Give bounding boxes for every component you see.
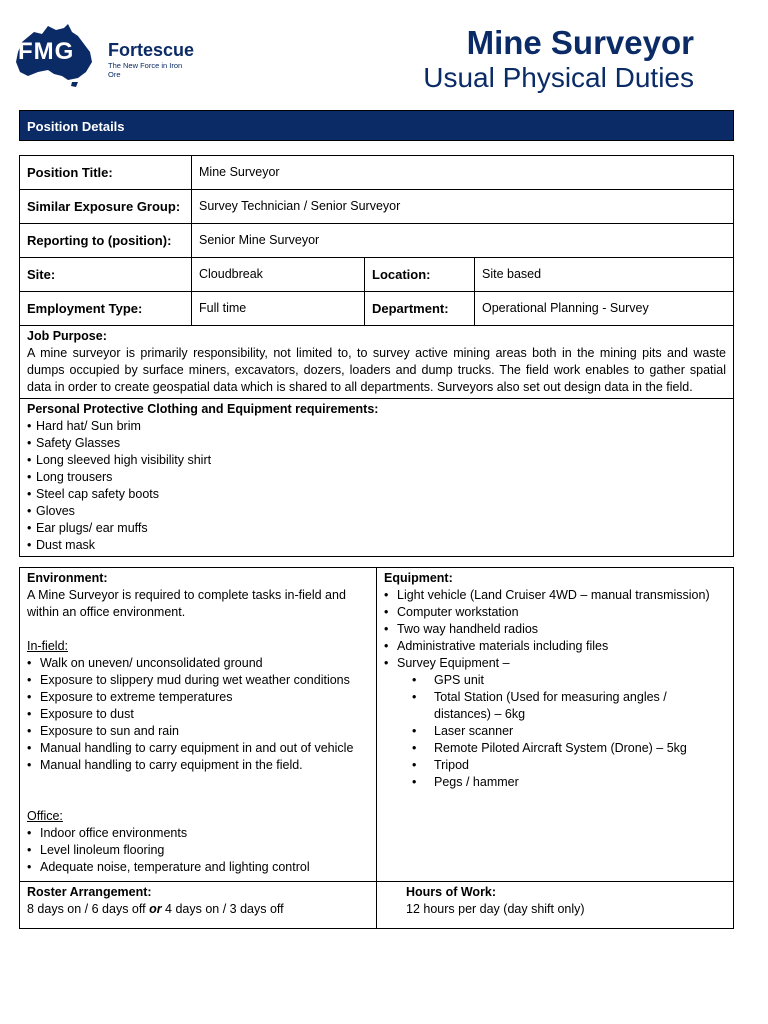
environment-equipment-table — [19, 567, 734, 929]
position-title-label: Position Title: — [20, 156, 192, 190]
list-item: • Indoor office environments — [27, 825, 369, 842]
ppe-heading: Personal Protective Clothing and Equipment requirements: — [27, 402, 379, 416]
environment-intro: A Mine Surveyor is required to complete tasks in-field and within an office environment. — [27, 588, 346, 619]
list-item: • Remote Piloted Aircraft System (Drone) – 5kg — [412, 740, 726, 757]
list-item: • Adequate noise, temperature and lighting control — [27, 859, 369, 876]
exposure-group-label: Similar Exposure Group: — [20, 190, 192, 224]
list-item: • Steel cap safety boots — [27, 486, 726, 503]
company-logo — [12, 22, 195, 92]
department-label: Department: — [365, 292, 475, 326]
survey-equipment-list — [384, 672, 726, 791]
equipment-list — [384, 587, 726, 672]
location-value: Site based — [475, 258, 734, 292]
list-item: • Gloves — [27, 503, 726, 520]
list-item: • Dust mask — [27, 537, 726, 554]
table-row — [20, 292, 734, 326]
infield-heading: In-field: — [27, 639, 68, 653]
list-item: • Laser scanner — [412, 723, 726, 740]
logo-mark: FMG — [18, 38, 75, 65]
roster-or: or — [149, 902, 162, 916]
roster-part2: 4 days on / 3 days off — [161, 902, 284, 916]
reporting-value: Senior Mine Surveyor — [192, 224, 734, 258]
roster-part1: 8 days on / 6 days off — [27, 902, 150, 916]
table-row — [20, 224, 734, 258]
table-row — [20, 568, 734, 882]
logo-name: Fortescue — [108, 40, 195, 60]
list-item: • Level linoleum flooring — [27, 842, 369, 859]
list-item: • Manual handling to carry equipment in and out of vehicle — [27, 740, 369, 757]
list-item: • Pegs / hammer — [412, 774, 726, 791]
roster-text — [27, 901, 369, 918]
list-item: • Walk on uneven/ unconsolidated ground — [27, 655, 369, 672]
list-item: • Administrative materials including files — [384, 638, 726, 655]
position-title-value: Mine Surveyor — [192, 156, 734, 190]
section-bar: Position Details — [19, 110, 734, 141]
list-item: • Safety Glasses — [27, 435, 726, 452]
employment-value: Full time — [192, 292, 365, 326]
list-item: • GPS unit — [412, 672, 726, 689]
ppe-list — [27, 418, 726, 554]
list-item: • Long trousers — [27, 469, 726, 486]
table-row — [20, 258, 734, 292]
list-item: • Survey Equipment – — [384, 655, 726, 672]
site-value: Cloudbreak — [192, 258, 365, 292]
reporting-label: Reporting to (position): — [20, 224, 192, 258]
table-row — [20, 326, 734, 399]
list-item: • Tripod — [412, 757, 726, 774]
location-label: Location: — [365, 258, 475, 292]
roster-heading: Roster Arrangement: — [27, 885, 152, 899]
logo-tagline: The New Force in Iron Ore — [108, 61, 183, 79]
list-item: • Exposure to dust — [27, 706, 369, 723]
table-row — [20, 156, 734, 190]
page-title: Mine Surveyor — [466, 24, 694, 61]
list-item: • Exposure to sun and rain — [27, 723, 369, 740]
list-item: • Hard hat/ Sun brim — [27, 418, 726, 435]
job-purpose-heading: Job Purpose: — [27, 329, 107, 343]
list-item: • Computer workstation — [384, 604, 726, 621]
hours-text: 12 hours per day (day shift only) — [406, 902, 585, 916]
exposure-group-value: Survey Technician / Senior Surveyor — [192, 190, 734, 224]
table-row — [20, 882, 734, 929]
employment-label: Employment Type: — [20, 292, 192, 326]
equipment-heading: Equipment: — [384, 571, 453, 585]
hours-heading: Hours of Work: — [406, 885, 497, 899]
office-list — [27, 825, 369, 876]
list-item: • Two way handheld radios — [384, 621, 726, 638]
department-value: Operational Planning - Survey — [475, 292, 734, 326]
list-item: • Total Station (Used for measuring angles / distances) – 6kg — [412, 689, 726, 723]
site-label: Site: — [20, 258, 192, 292]
table-row — [20, 399, 734, 557]
environment-heading: Environment: — [27, 571, 108, 585]
list-item: • Exposure to slippery mud during wet weather conditions — [27, 672, 369, 689]
job-purpose-text: A mine surveyor is primarily responsibility, not limited to, to survey active mining areas both in the mining pits and waste dumps occupied by surface miners, excavators, dozers, loaders and dump trucks. The field work enables to gather spatial data in order to create geospatial data which is shared to all departments. Surveyors also set out design data in the field. — [27, 346, 726, 394]
infield-list — [27, 655, 369, 774]
list-item: • Long sleeved high visibility shirt — [27, 452, 726, 469]
page-subtitle: Usual Physical Duties — [423, 62, 694, 93]
list-item: • Light vehicle (Land Cruiser 4WD – manual transmission) — [384, 587, 726, 604]
list-item: • Manual handling to carry equipment in the field. — [27, 757, 369, 774]
table-row — [20, 190, 734, 224]
list-item: • Exposure to extreme temperatures — [27, 689, 369, 706]
office-heading: Office: — [27, 809, 63, 823]
list-item: • Ear plugs/ ear muffs — [27, 520, 726, 537]
position-details-table — [19, 155, 734, 557]
